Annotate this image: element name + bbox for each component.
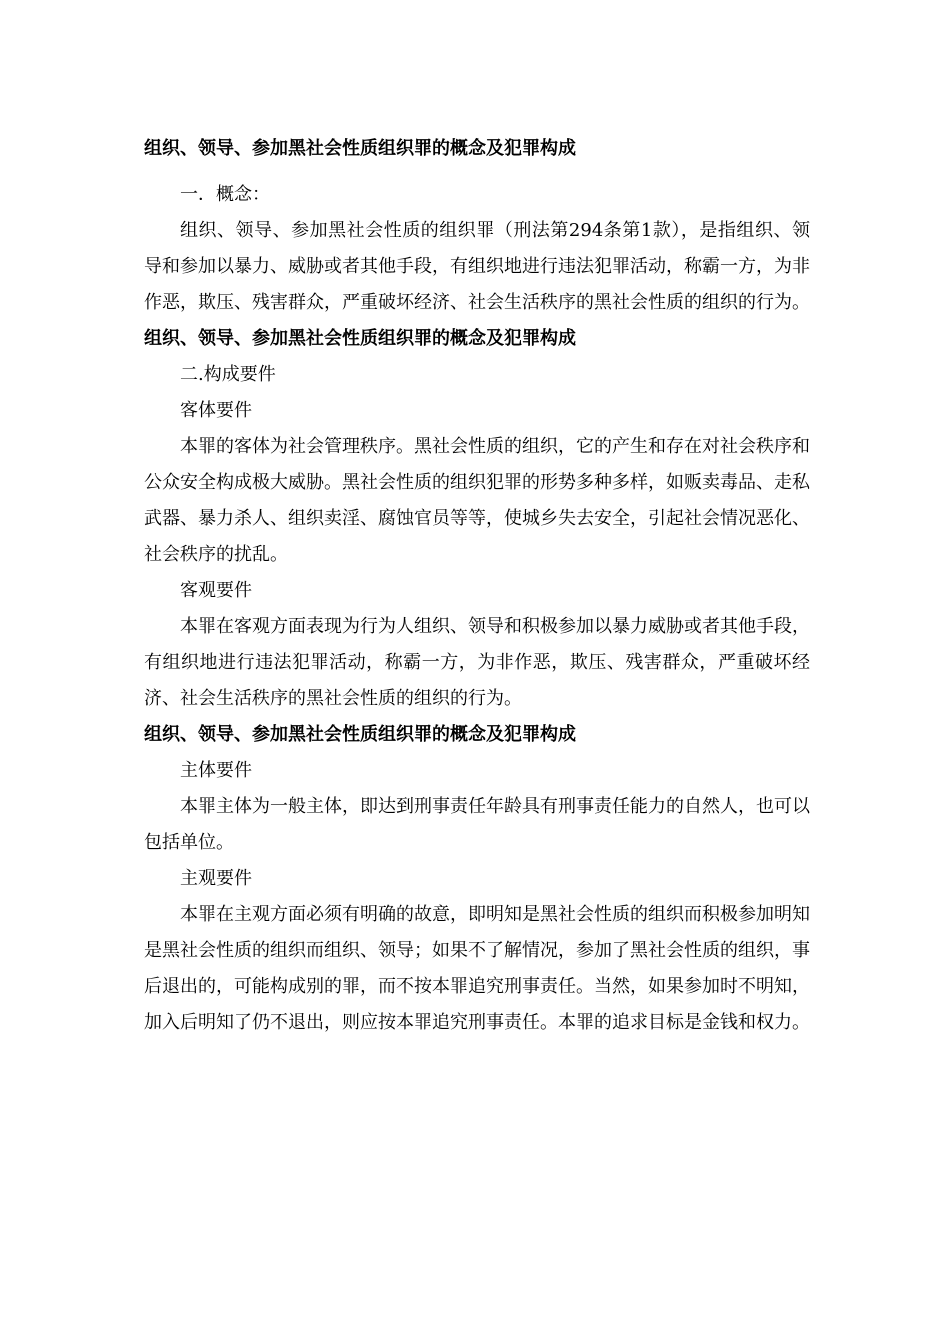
object-paragraph: 本罪的客体为社会管理秩序。黑社会性质的组织，它的产生和存在对社会秩序和公众安全构成极大威胁。黑社会性质的组织犯罪的形势多种多样，如贩卖毒品、走私武器、暴力杀人、组织卖淫、腐蚀官员等等，使城乡失去安全，引起社会情况恶化、社会秩序的扰乱。 xyxy=(144,436,810,565)
subject-paragraph: 本罪主体为一般主体，即达到刑事责任年龄具有刑事责任能力的自然人，也可以包括单位。 xyxy=(144,796,810,853)
objective-heading: 客观要件 xyxy=(180,580,252,601)
objective-paragraph: 本罪在客观方面表现为行为人组织、领导和积极参加以暴力威胁或者其他手段，有组织地进行违法犯罪活动，称霸一方，为非作恶，欺压、残害群众，严重破坏经济、社会生活秩序的黑社会性质的组织的行为。 xyxy=(144,616,810,709)
object-heading: 客体要件 xyxy=(180,400,252,421)
section2-heading: 二.构成要件 xyxy=(180,364,276,385)
subjective-paragraph: 本罪在主观方面必须有明确的故意，即明知是黑社会性质的组织而积极参加明知是黑社会性质的组织而组织、领导；如果不了解情况，参加了黑社会性质的组织，事后退出的，可能构成别的罪，而不按本罪追究刑事责任。当然，如果参加时不明知，加入后明知了仍不退出，则应按本罪追究刑事责任。本罪的追求目标是金钱和权力。 xyxy=(144,904,810,1033)
document-title: 组织、领导、参加黑社会性质组织罪的概念及犯罪构成 xyxy=(144,138,576,159)
subject-heading: 主体要件 xyxy=(180,760,252,781)
repeated-title-1: 组织、领导、参加黑社会性质组织罪的概念及犯罪构成 xyxy=(144,328,576,349)
repeated-title-2: 组织、领导、参加黑社会性质组织罪的概念及犯罪构成 xyxy=(144,724,576,745)
section1-paragraph: 组织、领导、参加黑社会性质的组织罪（刑法第294条第1款），是指组织、领导和参加以暴力、威胁或者其他手段，有组织地进行违法犯罪活动，称霸一方，为非作恶，欺压、残害群众，严重破坏经济、社会生活秩序的黑社会性质的组织的行为。 xyxy=(144,220,810,313)
document-body xyxy=(144,131,810,1041)
section1-heading: 一．概念： xyxy=(180,184,270,205)
subjective-heading: 主观要件 xyxy=(180,868,252,889)
